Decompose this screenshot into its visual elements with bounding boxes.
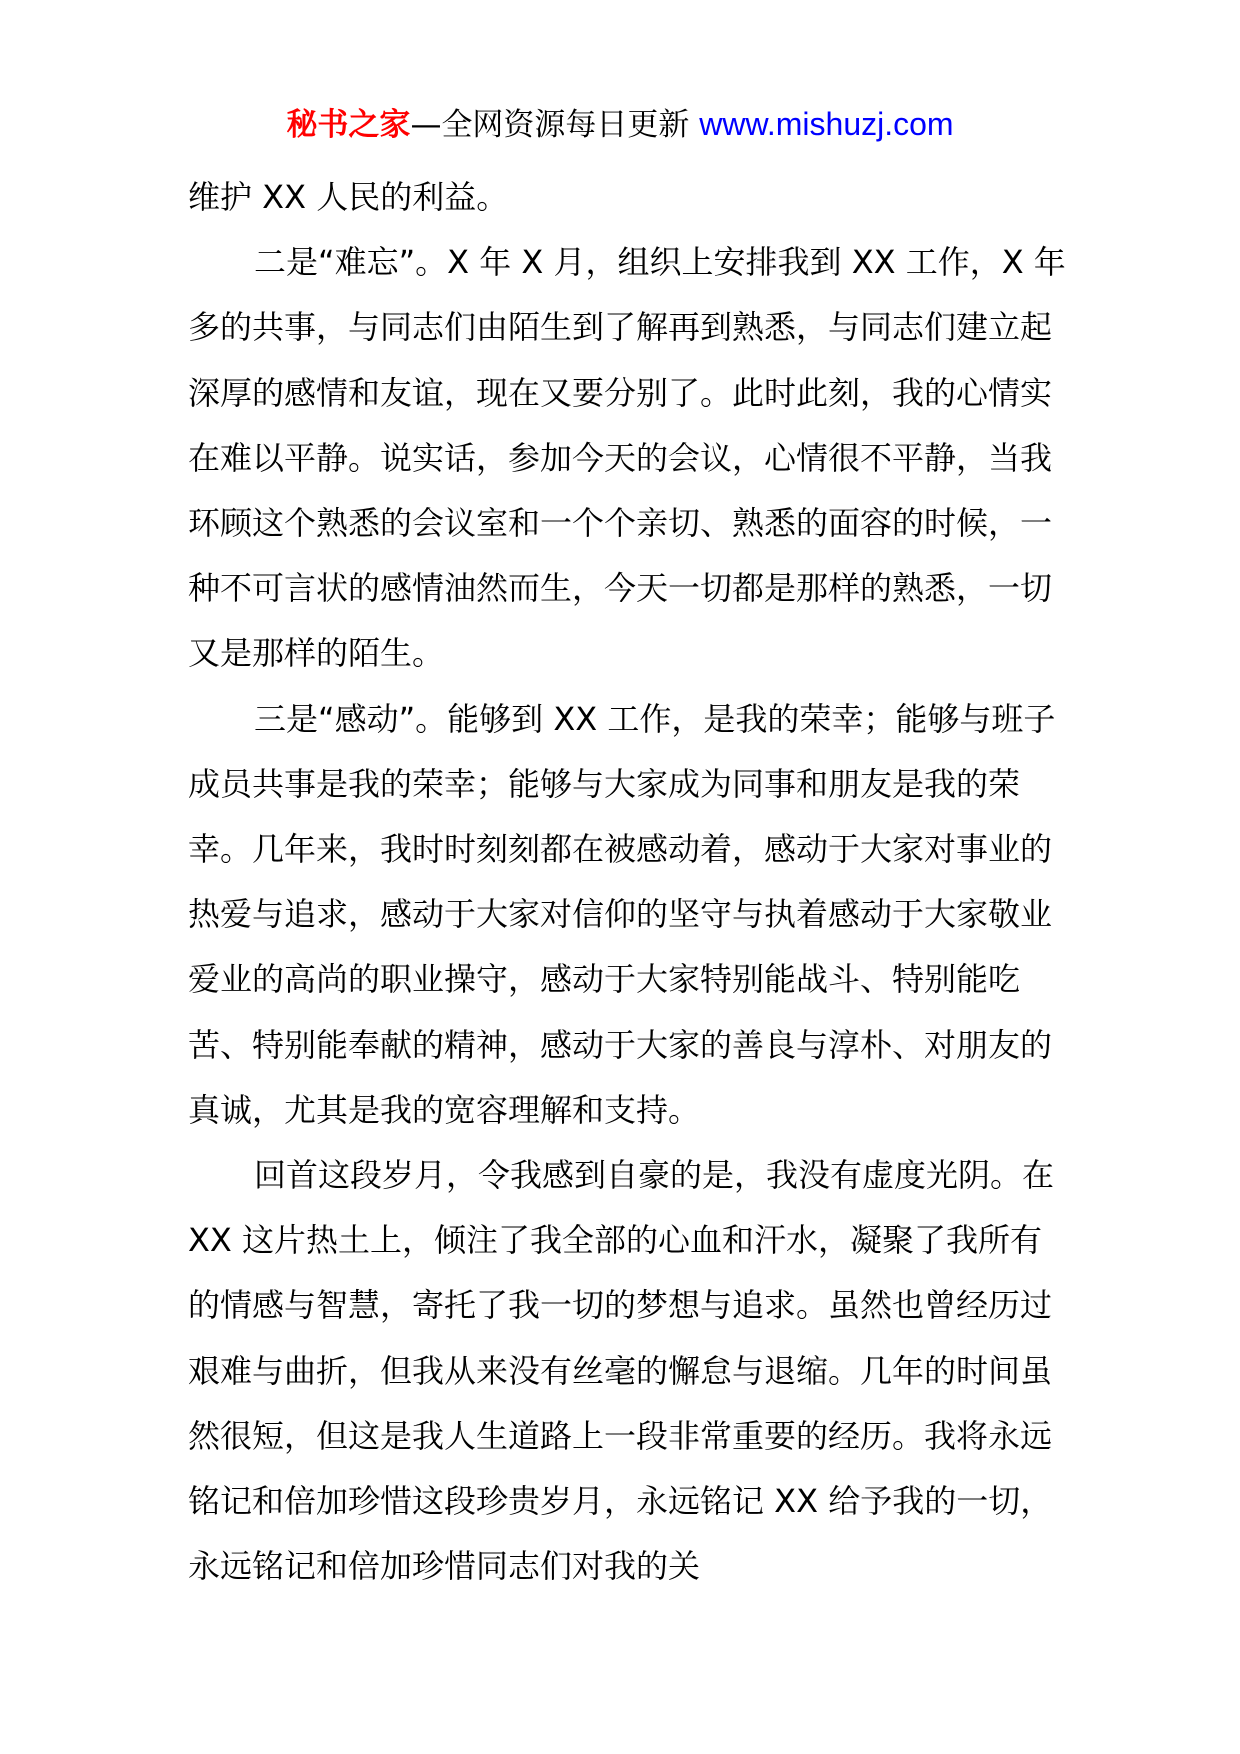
paragraph-continuation: 维护 XX 人民的利益。 — [188, 178, 509, 216]
paragraph-huishou: 回首这段岁月，令我感到自豪的是，我没有虚度光阴。在 XX 这片热土上，倾注了我全部的心血和汗水，凝聚了我所有的情感与智慧，寄托了我一切的梦想与追求。虽然也曾经历过艰难与曲折，但我从来没有丝毫的懈怠与退缩。几年的时间虽然很短，但这是我人生道路上一段非常重要的经历。我将永远铭记和倍加珍惜这段珍贵岁月，永远铭记 XX 给予我的一切，永远铭记和倍加珍惜同志们对我的关 — [188, 1156, 1055, 1586]
page-header — [0, 102, 1240, 147]
paragraph-nanwang: 二是“难忘”。X 年 X 月，组织上安排我到 XX 工作，X 年多的共事，与同志们由陌生到了解再到熟悉，与同志们建立起深厚的感情和友谊，现在又要分别了。此时此刻，我的心情实在难以平静。说实话，参加今天的会议，心情很不平静，当我环顾这个熟悉的会议室和一个个亲切、熟悉的面容的时候，一种不可言状的感情油然而生，今天一切都是那样的熟悉，一切又是那样的陌生。 — [188, 243, 1066, 673]
header-tagline: —全网资源每日更新 — [410, 107, 700, 143]
header-url-link[interactable]: www.mishuzj.com — [699, 106, 954, 142]
document-body — [188, 165, 1068, 1599]
header-brand: 秘书之家 — [286, 107, 411, 143]
paragraph-gandong: 三是“感动”。能够到 XX 工作，是我的荣幸；能够与班子成员共事是我的荣幸；能够与大家成为同事和朋友是我的荣幸。几年来，我时时刻刻都在被感动着，感动于大家对事业的热爱与追求，感动于大家对信仰的坚守与执着感动于大家敬业爱业的高尚的职业操守，感动于大家特别能战斗、特别能吃苦、特别能奉献的精神，感动于大家的善良与淳朴、对朋友的真诚，尤其是我的宽容理解和支持。 — [188, 699, 1056, 1129]
